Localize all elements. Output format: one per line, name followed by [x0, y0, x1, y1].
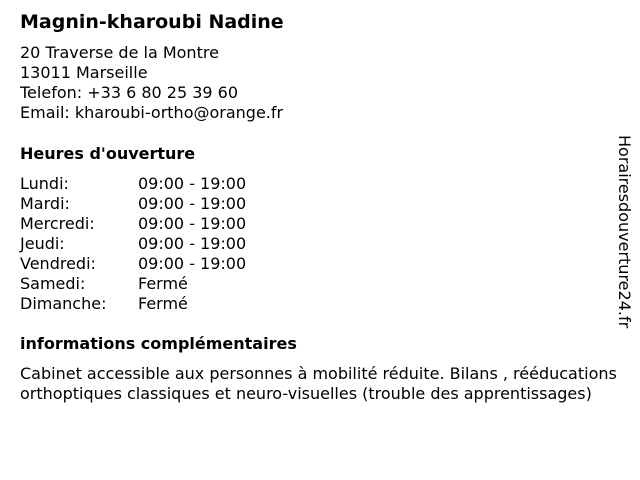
time-value: 09:00 - 19:00 [138, 214, 247, 233]
day-label: Vendredi: [20, 254, 96, 273]
site-watermark: Horairesdouverture24.fr [615, 135, 634, 329]
info-heading: informations complémentaires [20, 334, 297, 353]
time-value: 09:00 - 19:00 [138, 234, 247, 253]
contact-block [20, 43, 283, 123]
day-label: Lundi: [20, 174, 69, 193]
time-value: Fermé [138, 294, 188, 313]
time-value: 09:00 - 19:00 [138, 174, 247, 193]
hours-heading: Heures d'ouverture [20, 144, 196, 163]
address-street: 20 Traverse de la Montre [20, 43, 219, 62]
day-label: Samedi: [20, 274, 86, 293]
day-label: Mercredi: [20, 214, 95, 233]
address-city: 13011 Marseille [20, 63, 148, 82]
business-card [20, 0, 632, 480]
time-value: 09:00 - 19:00 [138, 194, 247, 213]
day-label: Jeudi: [20, 234, 65, 253]
info-description: Cabinet accessible aux personnes à mobilité réduite. Bilans , rééducations orthoptiques classiques et neuro-visuelles (trouble des apprentissages) [20, 364, 617, 403]
email-address: Email: kharoubi-ortho@orange.fr [20, 103, 284, 122]
time-value: Fermé [138, 274, 188, 293]
phone-number: Telefon: +33 6 80 25 39 60 [20, 83, 239, 102]
day-label: Mardi: [20, 194, 70, 213]
time-value: 09:00 - 19:00 [138, 254, 247, 273]
day-label: Dimanche: [20, 294, 107, 313]
business-name: Magnin-kharoubi Nadine [20, 11, 284, 33]
